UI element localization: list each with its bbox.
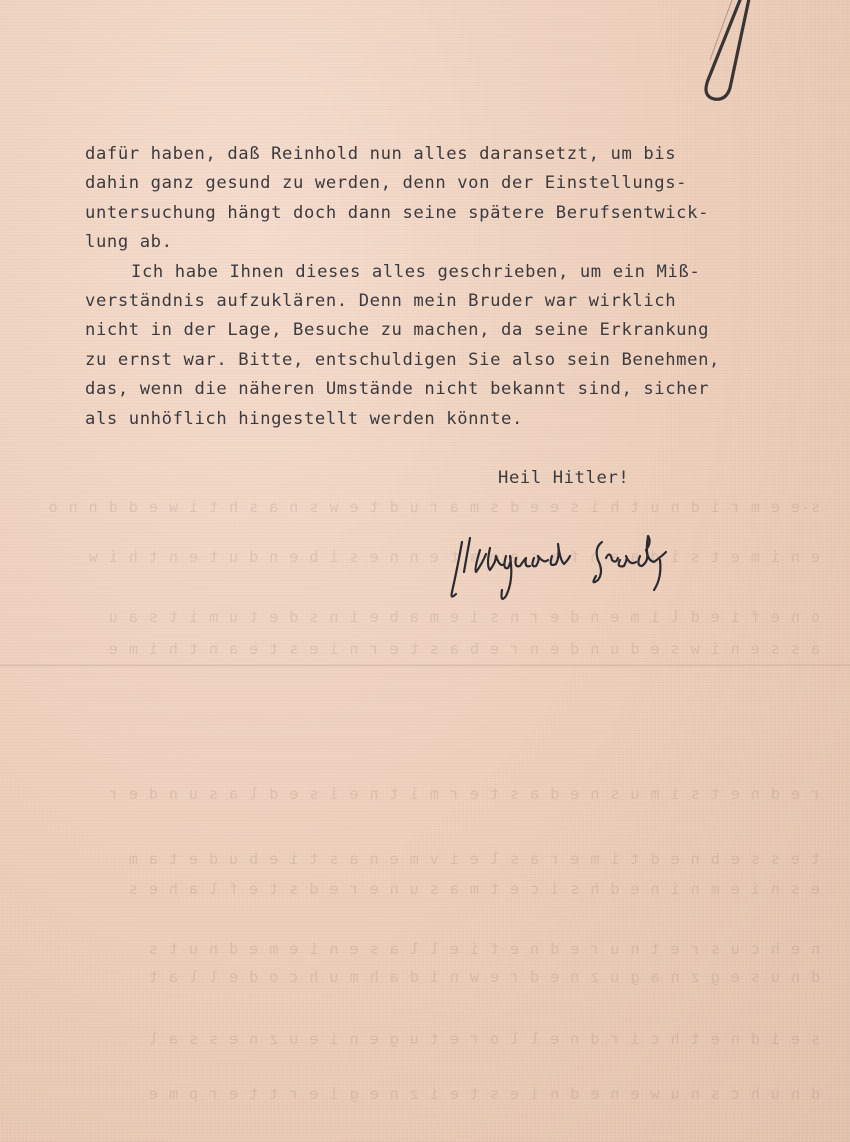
show-through-text: e s n i e m n i n e d h s i c e t m a s u n e r e d s t e f l a h e s [127,880,820,898]
paper-fold [0,664,850,667]
show-through-text: o n e f i e d l i m e n d e r n s i e m a b e i n s d e t u m i t s a u [107,608,820,626]
show-through-text: t e s s e b n e d t i m e r a s l e i v m e n a s t i e b u d e t a m [127,850,820,868]
closing-salutation: Heil Hitler! [498,468,630,488]
show-through-text: d n u s e g z n a g u z n e d r e w n i d a h m u h c o d e l l a t [147,968,820,986]
show-through-text: s e i d n e t h c i r d n e l l o r e t u g e n i e u z n e s s a l [147,1030,820,1048]
text-line: Ich habe Ihnen dieses alles geschrieben, um ein Miß- [131,261,701,282]
handwritten-signature [440,520,700,610]
show-through-text: r e d n e t s i m u s n e d a s t e r m i t n e i s e d l a s u n d e r [107,785,820,803]
text-line: das, wenn die näheren Umstände nicht bekannt sind, sicher [85,379,710,400]
text-line: zu ernst war. Bitte, entschuldigen Sie also sein Benehmen, [85,349,720,370]
text-line: nicht in der Lage, Besuche zu machen, da seine Erkrankung [85,320,710,341]
show-through-text: s-e e m r i d n u t h i s e e d s m a r u d t e w s n a s h t i w e d d n n o [47,498,820,516]
text-line: untersuchung hängt doch dann seine spätere Berufsentwick- [85,202,710,223]
paperclip-icon [688,0,758,110]
show-through-text: n e h c u s r e t n u r e d n e t i e l l a s e n i e m e d n u t s [147,940,820,958]
show-through-text: d n u h c s n u w e n e d n i e s t e i z n e g i e r t t e r p m e [147,1085,820,1103]
text-line: verständnis aufzuklären. Denn mein Bruder war wirklich [85,290,677,311]
letter-body [85,140,805,434]
text-line: dafür haben, daß Reinhold nun alles daransetzt, um bis [85,144,677,164]
show-through-text: e n i m e t s i d a e n f a s e m a t e n n e s i b e n d u t e n t h i w [87,548,820,566]
text-line: als unhöflich hingestellt werden könnte. [85,408,523,429]
text-line: lung ab. [85,232,173,253]
show-through-text: a s s e n i w s e d u n d e n r e b a s t e r n i e s t e a n t h i m e [107,640,820,658]
text-line: dahin ganz gesund zu werden, denn von der Einstellungs- [85,173,688,194]
